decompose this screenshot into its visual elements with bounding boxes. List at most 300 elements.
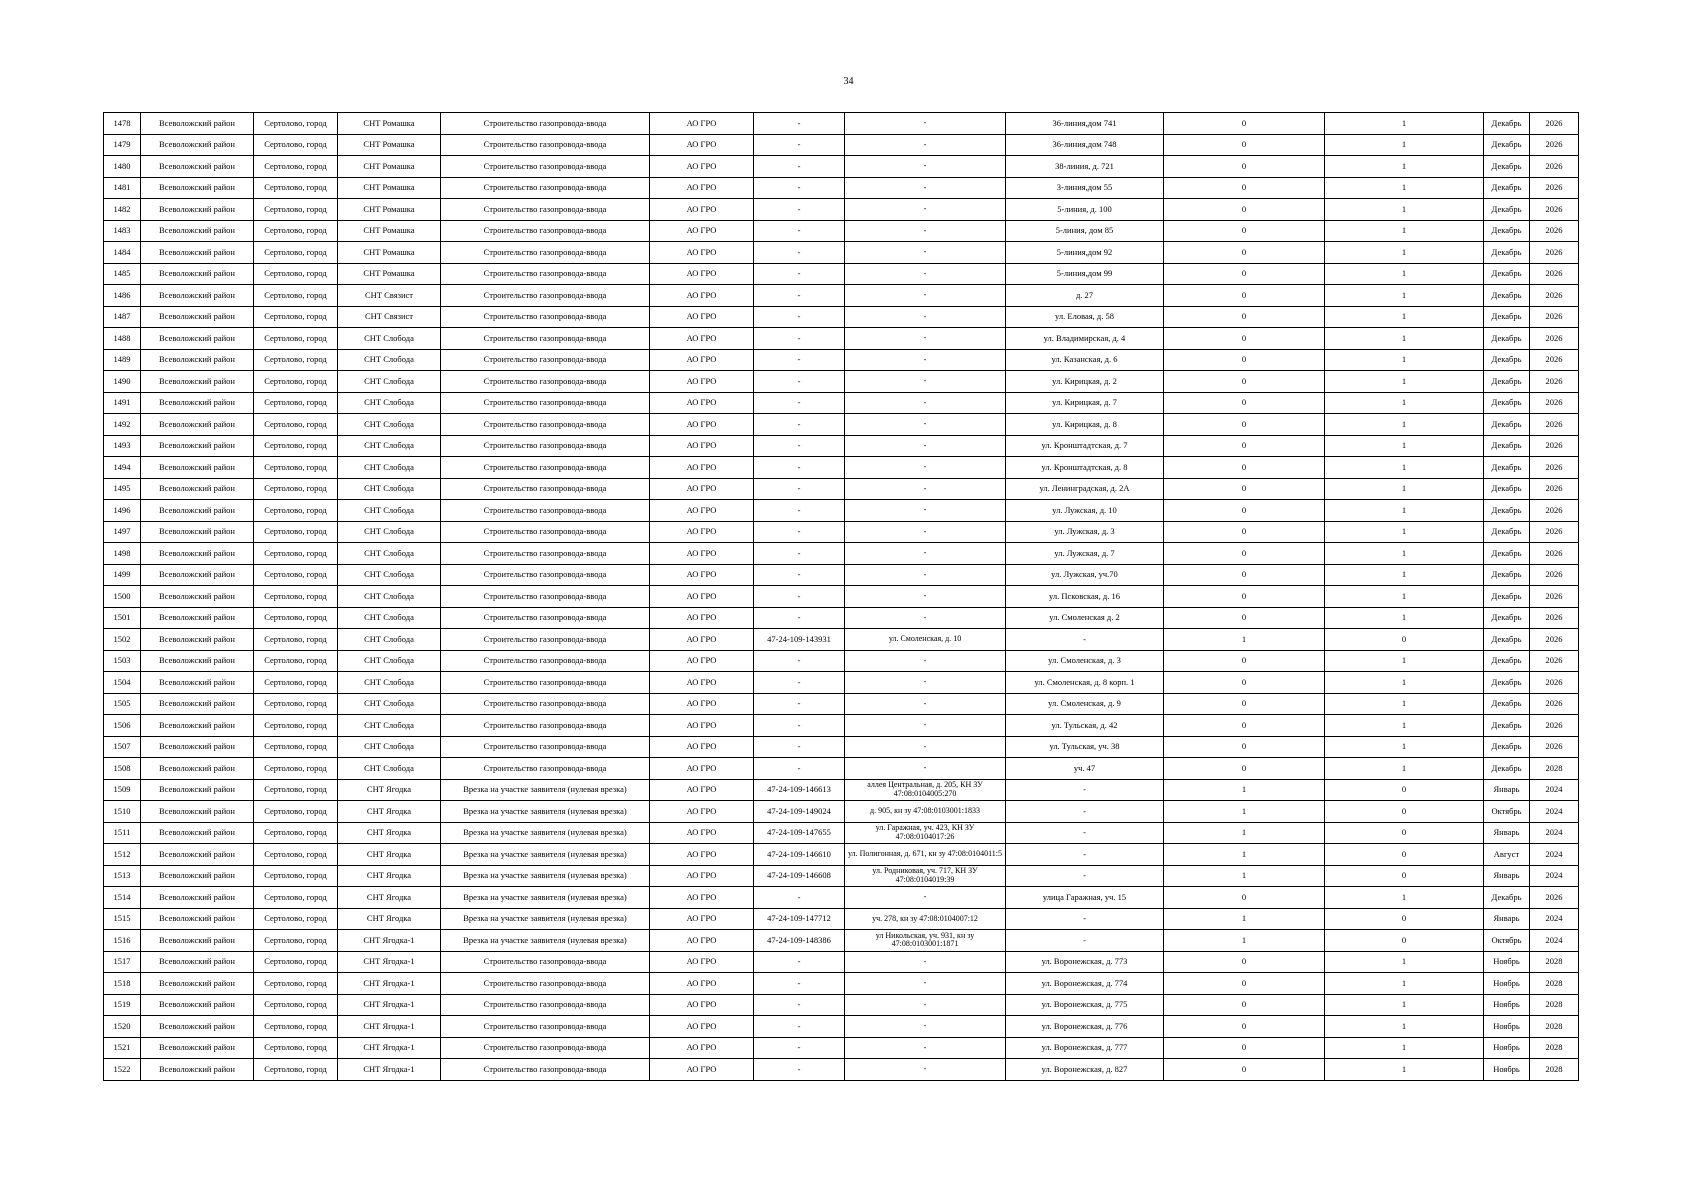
cell-object-address: - <box>845 371 1006 393</box>
cell-organization: АО ГРО <box>650 887 754 909</box>
cell-district: Всеволожский район <box>141 435 254 457</box>
cell-object-address: - <box>845 564 1006 586</box>
cell-row-number: 1495 <box>104 478 141 500</box>
cell-district: Всеволожский район <box>141 349 254 371</box>
cell-organization: АО ГРО <box>650 672 754 694</box>
cell-count-a: 1 <box>1164 865 1325 887</box>
cell-object-address: - <box>845 306 1006 328</box>
cell-work-type: Строительство газопровода-ввода <box>441 758 650 780</box>
cell-snt-name: СНТ Ягодка <box>338 822 441 844</box>
cell-district: Всеволожский район <box>141 650 254 672</box>
cell-address: ул. Лужская, уч.70 <box>1006 564 1164 586</box>
cell-month: Декабрь <box>1484 672 1530 694</box>
cell-application-number: - <box>754 564 845 586</box>
cell-application-number: - <box>754 736 845 758</box>
cell-settlement: Сертолово, город <box>254 607 338 629</box>
cell-address: 5-линия,дом 92 <box>1006 242 1164 264</box>
cell-count-a: 0 <box>1164 199 1325 221</box>
cell-year: 2026 <box>1530 435 1579 457</box>
cell-year: 2024 <box>1530 801 1579 823</box>
cell-year: 2026 <box>1530 650 1579 672</box>
cell-month: Декабрь <box>1484 693 1530 715</box>
cell-count-a: 0 <box>1164 349 1325 371</box>
cell-count-a: 0 <box>1164 1037 1325 1059</box>
cell-settlement: Сертолово, город <box>254 865 338 887</box>
cell-object-address: - <box>845 349 1006 371</box>
cell-count-a: 0 <box>1164 1059 1325 1081</box>
cell-work-type: Строительство газопровода-ввода <box>441 693 650 715</box>
cell-work-type: Строительство газопровода-ввода <box>441 736 650 758</box>
cell-object-address: - <box>845 500 1006 522</box>
cell-snt-name: СНТ Ягодка-1 <box>338 973 441 995</box>
cell-settlement: Сертолово, город <box>254 392 338 414</box>
cell-snt-name: СНТ Слобода <box>338 629 441 651</box>
cell-object-address: - <box>845 586 1006 608</box>
cell-snt-name: СНТ Ягодка-1 <box>338 1059 441 1081</box>
cell-object-address: - <box>845 715 1006 737</box>
cell-organization: АО ГРО <box>650 392 754 414</box>
cell-month: Октябрь <box>1484 801 1530 823</box>
cell-count-b: 1 <box>1325 951 1484 973</box>
cell-settlement: Сертолово, город <box>254 521 338 543</box>
cell-work-type: Строительство газопровода-ввода <box>441 1016 650 1038</box>
table-row <box>104 156 1579 178</box>
table-row <box>104 844 1579 866</box>
cell-district: Всеволожский район <box>141 865 254 887</box>
cell-month: Декабрь <box>1484 758 1530 780</box>
cell-settlement: Сертолово, город <box>254 951 338 973</box>
cell-count-b: 0 <box>1325 629 1484 651</box>
cell-object-address: - <box>845 693 1006 715</box>
cell-organization: АО ГРО <box>650 521 754 543</box>
cell-count-b: 1 <box>1325 414 1484 436</box>
cell-settlement: Сертолово, город <box>254 629 338 651</box>
cell-month: Декабрь <box>1484 263 1530 285</box>
cell-snt-name: СНТ Связист <box>338 285 441 307</box>
cell-application-number: - <box>754 1016 845 1038</box>
cell-work-type: Строительство газопровода-ввода <box>441 564 650 586</box>
cell-month: Декабрь <box>1484 478 1530 500</box>
cell-settlement: Сертолово, город <box>254 1059 338 1081</box>
cell-row-number: 1505 <box>104 693 141 715</box>
cell-address: ул. Кирицкая, д. 2 <box>1006 371 1164 393</box>
cell-settlement: Сертолово, город <box>254 973 338 995</box>
cell-address: 5-линия, д. 100 <box>1006 199 1164 221</box>
cell-application-number: - <box>754 521 845 543</box>
cell-month: Декабрь <box>1484 285 1530 307</box>
cell-count-b: 1 <box>1325 973 1484 995</box>
cell-count-a: 0 <box>1164 693 1325 715</box>
cell-district: Всеволожский район <box>141 693 254 715</box>
cell-application-number: - <box>754 349 845 371</box>
cell-month: Декабрь <box>1484 199 1530 221</box>
cell-district: Всеволожский район <box>141 607 254 629</box>
cell-month: Январь <box>1484 908 1530 930</box>
cell-work-type: Строительство газопровода-ввода <box>441 521 650 543</box>
cell-work-type: Строительство газопровода-ввода <box>441 349 650 371</box>
table-row <box>104 371 1579 393</box>
cell-month: Декабрь <box>1484 629 1530 651</box>
cell-address: ул. Воронежская, д. 773 <box>1006 951 1164 973</box>
cell-settlement: Сертолово, город <box>254 887 338 909</box>
cell-application-number: - <box>754 220 845 242</box>
cell-row-number: 1481 <box>104 177 141 199</box>
cell-work-type: Строительство газопровода-ввода <box>441 285 650 307</box>
cell-snt-name: СНТ Ромашка <box>338 177 441 199</box>
table-row <box>104 478 1579 500</box>
cell-work-type: Врезка на участке заявителя (нулевая врезка) <box>441 865 650 887</box>
cell-month: Декабрь <box>1484 392 1530 414</box>
cell-organization: АО ГРО <box>650 1016 754 1038</box>
cell-object-address: - <box>845 199 1006 221</box>
cell-organization: АО ГРО <box>650 113 754 135</box>
cell-work-type: Строительство газопровода-ввода <box>441 328 650 350</box>
table-row <box>104 951 1579 973</box>
cell-count-b: 0 <box>1325 908 1484 930</box>
cell-work-type: Строительство газопровода-ввода <box>441 242 650 264</box>
cell-row-number: 1521 <box>104 1037 141 1059</box>
cell-row-number: 1509 <box>104 779 141 801</box>
cell-organization: АО ГРО <box>650 930 754 952</box>
cell-settlement: Сертолово, город <box>254 177 338 199</box>
cell-settlement: Сертолово, город <box>254 435 338 457</box>
cell-address: ул. Кирицкая, д. 8 <box>1006 414 1164 436</box>
cell-settlement: Сертолово, город <box>254 586 338 608</box>
cell-object-address: - <box>845 736 1006 758</box>
cell-count-a: 0 <box>1164 177 1325 199</box>
table-row <box>104 435 1579 457</box>
cell-organization: АО ГРО <box>650 1059 754 1081</box>
cell-year: 2026 <box>1530 306 1579 328</box>
cell-district: Всеволожский район <box>141 220 254 242</box>
cell-snt-name: СНТ Слобода <box>338 650 441 672</box>
cell-snt-name: СНТ Слобода <box>338 693 441 715</box>
cell-object-address: - <box>845 521 1006 543</box>
cell-organization: АО ГРО <box>650 328 754 350</box>
cell-address: ул. Тульская, уч. 38 <box>1006 736 1164 758</box>
cell-application-number: - <box>754 156 845 178</box>
cell-count-b: 1 <box>1325 672 1484 694</box>
cell-work-type: Строительство газопровода-ввода <box>441 457 650 479</box>
cell-application-number: - <box>754 263 845 285</box>
cell-district: Всеволожский район <box>141 263 254 285</box>
cell-address: ул. Смоленская, д. 3 <box>1006 650 1164 672</box>
cell-settlement: Сертолово, город <box>254 285 338 307</box>
cell-count-a: 0 <box>1164 994 1325 1016</box>
cell-address: ул. Ленинградская, д. 2А <box>1006 478 1164 500</box>
cell-year: 2024 <box>1530 822 1579 844</box>
cell-application-number: - <box>754 414 845 436</box>
cell-count-a: 0 <box>1164 328 1325 350</box>
cell-count-a: 0 <box>1164 435 1325 457</box>
cell-settlement: Сертолово, город <box>254 500 338 522</box>
table-row <box>104 564 1579 586</box>
cell-object-address: аллея Центральная, д. 205, КН ЗУ 47:08:0104005:270 <box>845 779 1006 801</box>
cell-row-number: 1493 <box>104 435 141 457</box>
cell-settlement: Сертолово, город <box>254 113 338 135</box>
cell-count-b: 1 <box>1325 478 1484 500</box>
cell-row-number: 1487 <box>104 306 141 328</box>
cell-object-address: - <box>845 156 1006 178</box>
cell-row-number: 1480 <box>104 156 141 178</box>
cell-district: Всеволожский район <box>141 134 254 156</box>
cell-count-a: 0 <box>1164 478 1325 500</box>
cell-settlement: Сертолово, город <box>254 199 338 221</box>
cell-address: 36-линия,дом 748 <box>1006 134 1164 156</box>
cell-work-type: Врезка на участке заявителя (нулевая врезка) <box>441 887 650 909</box>
cell-object-address: ул Никольская, уч. 931, кн зу 47:08:0103001:1871 <box>845 930 1006 952</box>
cell-address: 38-линия, д. 721 <box>1006 156 1164 178</box>
cell-snt-name: СНТ Ромашка <box>338 263 441 285</box>
cell-application-number: 47-24-109-148386 <box>754 930 845 952</box>
cell-address: - <box>1006 801 1164 823</box>
cell-row-number: 1507 <box>104 736 141 758</box>
cell-settlement: Сертолово, город <box>254 543 338 565</box>
cell-snt-name: СНТ Слобода <box>338 586 441 608</box>
cell-row-number: 1498 <box>104 543 141 565</box>
cell-organization: АО ГРО <box>650 758 754 780</box>
cell-organization: АО ГРО <box>650 844 754 866</box>
cell-district: Всеволожский район <box>141 242 254 264</box>
cell-work-type: Строительство газопровода-ввода <box>441 478 650 500</box>
cell-month: Декабрь <box>1484 435 1530 457</box>
cell-count-b: 1 <box>1325 242 1484 264</box>
cell-snt-name: СНТ Ягодка <box>338 865 441 887</box>
cell-count-a: 0 <box>1164 564 1325 586</box>
cell-settlement: Сертолово, город <box>254 672 338 694</box>
cell-snt-name: СНТ Слобода <box>338 371 441 393</box>
cell-organization: АО ГРО <box>650 586 754 608</box>
cell-year: 2026 <box>1530 392 1579 414</box>
cell-district: Всеволожский район <box>141 822 254 844</box>
cell-count-a: 0 <box>1164 392 1325 414</box>
cell-work-type: Строительство газопровода-ввода <box>441 220 650 242</box>
cell-address: - <box>1006 930 1164 952</box>
cell-district: Всеволожский район <box>141 500 254 522</box>
cell-month: Ноябрь <box>1484 1016 1530 1038</box>
cell-settlement: Сертолово, город <box>254 758 338 780</box>
cell-year: 2024 <box>1530 779 1579 801</box>
cell-district: Всеволожский район <box>141 199 254 221</box>
cell-year: 2026 <box>1530 156 1579 178</box>
cell-work-type: Врезка на участке заявителя (нулевая врезка) <box>441 779 650 801</box>
cell-count-b: 1 <box>1325 263 1484 285</box>
cell-organization: АО ГРО <box>650 414 754 436</box>
cell-year: 2026 <box>1530 672 1579 694</box>
cell-count-b: 1 <box>1325 199 1484 221</box>
cell-organization: АО ГРО <box>650 822 754 844</box>
cell-object-address: - <box>845 650 1006 672</box>
cell-object-address: - <box>845 435 1006 457</box>
cell-settlement: Сертолово, город <box>254 457 338 479</box>
cell-row-number: 1504 <box>104 672 141 694</box>
cell-address: - <box>1006 844 1164 866</box>
cell-count-b: 1 <box>1325 1059 1484 1081</box>
cell-snt-name: СНТ Слобода <box>338 414 441 436</box>
cell-address: - <box>1006 865 1164 887</box>
cell-count-b: 0 <box>1325 844 1484 866</box>
cell-object-address: ул. Родниковая, уч. 717, КН ЗУ 47:08:0104019:39 <box>845 865 1006 887</box>
cell-month: Декабрь <box>1484 113 1530 135</box>
cell-district: Всеволожский район <box>141 177 254 199</box>
cell-count-b: 1 <box>1325 715 1484 737</box>
cell-year: 2026 <box>1530 457 1579 479</box>
table-row <box>104 629 1579 651</box>
cell-address: ул. Тульская, д. 42 <box>1006 715 1164 737</box>
cell-month: Декабрь <box>1484 156 1530 178</box>
cell-application-number: - <box>754 586 845 608</box>
cell-count-a: 1 <box>1164 930 1325 952</box>
cell-settlement: Сертолово, город <box>254 736 338 758</box>
cell-snt-name: СНТ Слобода <box>338 435 441 457</box>
cell-month: Ноябрь <box>1484 1059 1530 1081</box>
table-row <box>104 199 1579 221</box>
cell-count-b: 1 <box>1325 994 1484 1016</box>
cell-settlement: Сертолово, город <box>254 328 338 350</box>
cell-settlement: Сертолово, город <box>254 930 338 952</box>
cell-address: ул. Воронежская, д. 827 <box>1006 1059 1164 1081</box>
table-row <box>104 521 1579 543</box>
table-row <box>104 414 1579 436</box>
cell-organization: АО ГРО <box>650 457 754 479</box>
table-row <box>104 328 1579 350</box>
cell-month: Декабрь <box>1484 607 1530 629</box>
cell-row-number: 1516 <box>104 930 141 952</box>
cell-count-a: 0 <box>1164 285 1325 307</box>
cell-count-a: 0 <box>1164 1016 1325 1038</box>
cell-object-address: - <box>845 328 1006 350</box>
cell-district: Всеволожский район <box>141 887 254 909</box>
cell-year: 2026 <box>1530 263 1579 285</box>
cell-row-number: 1492 <box>104 414 141 436</box>
table-row <box>104 973 1579 995</box>
cell-month: Декабрь <box>1484 500 1530 522</box>
cell-count-a: 0 <box>1164 887 1325 909</box>
cell-object-address: - <box>845 113 1006 135</box>
cell-object-address: - <box>845 134 1006 156</box>
cell-year: 2026 <box>1530 543 1579 565</box>
cell-count-b: 1 <box>1325 392 1484 414</box>
cell-organization: АО ГРО <box>650 865 754 887</box>
cell-settlement: Сертолово, город <box>254 908 338 930</box>
cell-district: Всеволожский район <box>141 306 254 328</box>
cell-count-a: 0 <box>1164 973 1325 995</box>
cell-year: 2026 <box>1530 414 1579 436</box>
cell-organization: АО ГРО <box>650 500 754 522</box>
cell-object-address: - <box>845 951 1006 973</box>
cell-month: Ноябрь <box>1484 951 1530 973</box>
table-row <box>104 242 1579 264</box>
cell-month: Декабрь <box>1484 543 1530 565</box>
cell-address: уч. 47 <box>1006 758 1164 780</box>
table-row <box>104 220 1579 242</box>
cell-application-number: 47-24-109-146613 <box>754 779 845 801</box>
cell-snt-name: СНТ Слобода <box>338 736 441 758</box>
cell-application-number: - <box>754 435 845 457</box>
cell-organization: АО ГРО <box>650 220 754 242</box>
cell-month: Декабрь <box>1484 736 1530 758</box>
cell-row-number: 1518 <box>104 973 141 995</box>
cell-count-a: 0 <box>1164 951 1325 973</box>
table-row <box>104 779 1579 801</box>
cell-month: Декабрь <box>1484 586 1530 608</box>
cell-work-type: Врезка на участке заявителя (нулевая врезка) <box>441 822 650 844</box>
registry-body <box>104 113 1579 1081</box>
cell-district: Всеволожский район <box>141 113 254 135</box>
cell-count-a: 0 <box>1164 263 1325 285</box>
cell-row-number: 1513 <box>104 865 141 887</box>
cell-year: 2026 <box>1530 586 1579 608</box>
cell-snt-name: СНТ Слобода <box>338 543 441 565</box>
cell-snt-name: СНТ Слобода <box>338 328 441 350</box>
cell-row-number: 1490 <box>104 371 141 393</box>
page-number: 34 <box>843 76 854 87</box>
cell-settlement: Сертолово, город <box>254 134 338 156</box>
cell-count-b: 1 <box>1325 521 1484 543</box>
cell-object-address: - <box>845 973 1006 995</box>
cell-snt-name: СНТ Ромашка <box>338 242 441 264</box>
cell-count-a: 0 <box>1164 113 1325 135</box>
cell-application-number: - <box>754 1059 845 1081</box>
cell-application-number: - <box>754 758 845 780</box>
cell-settlement: Сертолово, город <box>254 478 338 500</box>
cell-organization: АО ГРО <box>650 564 754 586</box>
cell-application-number: - <box>754 1037 845 1059</box>
table-row <box>104 113 1579 135</box>
cell-year: 2024 <box>1530 844 1579 866</box>
cell-work-type: Строительство газопровода-ввода <box>441 715 650 737</box>
cell-work-type: Врезка на участке заявителя (нулевая врезка) <box>441 908 650 930</box>
cell-application-number: - <box>754 199 845 221</box>
cell-object-address: ул. Полигонная, д. 671, кн зу 47:08:0104011:5 <box>845 844 1006 866</box>
table-row <box>104 887 1579 909</box>
cell-count-b: 0 <box>1325 865 1484 887</box>
cell-count-b: 0 <box>1325 779 1484 801</box>
cell-application-number: - <box>754 887 845 909</box>
cell-count-a: 0 <box>1164 500 1325 522</box>
table-row <box>104 908 1579 930</box>
registry-table <box>103 112 1579 1081</box>
cell-year: 2028 <box>1530 994 1579 1016</box>
cell-count-a: 0 <box>1164 672 1325 694</box>
cell-snt-name: СНТ Слобода <box>338 392 441 414</box>
cell-settlement: Сертолово, город <box>254 414 338 436</box>
cell-year: 2028 <box>1530 951 1579 973</box>
table-row <box>104 607 1579 629</box>
cell-work-type: Врезка на участке заявителя (нулевая врезка) <box>441 844 650 866</box>
cell-row-number: 1522 <box>104 1059 141 1081</box>
cell-work-type: Строительство газопровода-ввода <box>441 629 650 651</box>
cell-district: Всеволожский район <box>141 543 254 565</box>
cell-row-number: 1510 <box>104 801 141 823</box>
cell-organization: АО ГРО <box>650 715 754 737</box>
cell-snt-name: СНТ Слобода <box>338 607 441 629</box>
cell-count-b: 0 <box>1325 801 1484 823</box>
cell-organization: АО ГРО <box>650 306 754 328</box>
cell-snt-name: СНТ Ягодка-1 <box>338 1016 441 1038</box>
cell-count-b: 1 <box>1325 607 1484 629</box>
cell-count-b: 1 <box>1325 758 1484 780</box>
cell-month: Декабрь <box>1484 242 1530 264</box>
cell-address: 5-линия, дом 85 <box>1006 220 1164 242</box>
cell-snt-name: СНТ Ягодка <box>338 887 441 909</box>
cell-count-b: 1 <box>1325 156 1484 178</box>
cell-object-address: - <box>845 414 1006 436</box>
cell-count-a: 0 <box>1164 457 1325 479</box>
cell-district: Всеволожский район <box>141 521 254 543</box>
cell-count-a: 0 <box>1164 586 1325 608</box>
cell-count-a: 0 <box>1164 156 1325 178</box>
